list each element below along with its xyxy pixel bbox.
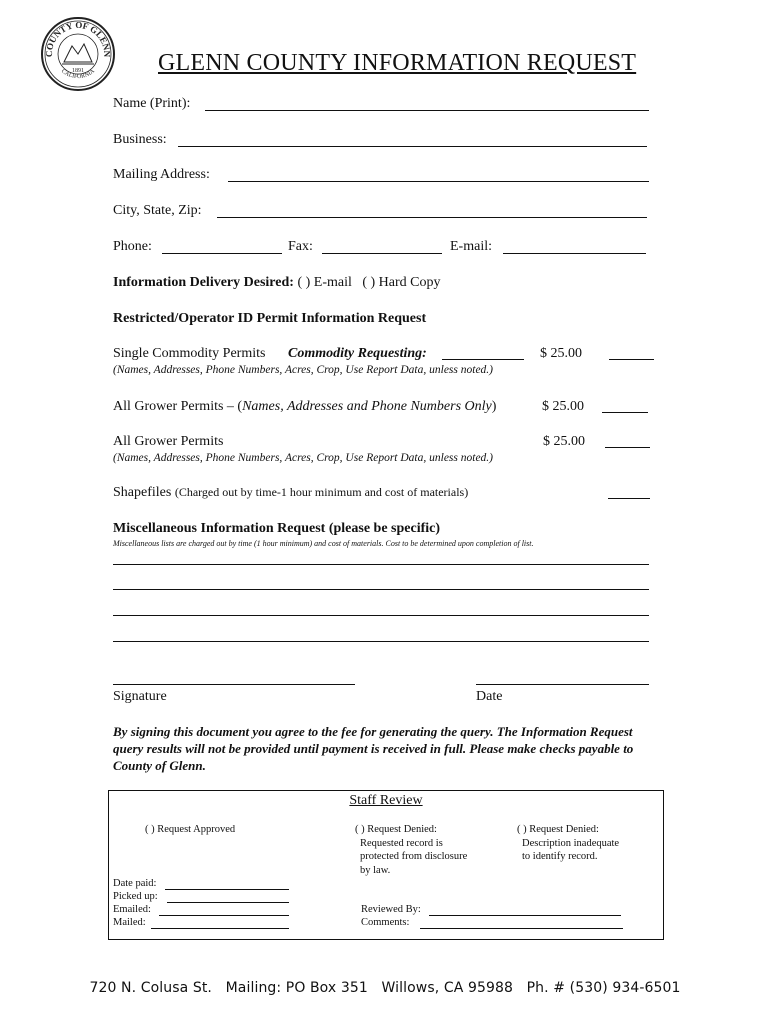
footer-address: 720 N. Colusa St. Mailing: PO Box 351 Willows, CA 95988 Ph. # (530) 934-6501 xyxy=(89,980,681,996)
emailed-label: Emailed: xyxy=(113,904,151,915)
misc-line-3[interactable] xyxy=(113,615,649,616)
all-grower-qty-field[interactable] xyxy=(605,447,650,448)
shapefiles-qty-field[interactable] xyxy=(608,498,650,499)
commodity-requesting-field[interactable] xyxy=(442,359,524,360)
svg-text:CALIFORNIA: CALIFORNIA xyxy=(60,68,96,81)
staff-review-box xyxy=(108,790,664,940)
svg-text:1891: 1891 xyxy=(72,68,84,74)
city-state-zip-label: City, State, Zip: xyxy=(113,203,202,218)
reviewed-by-field[interactable] xyxy=(429,915,621,916)
business-field[interactable] xyxy=(178,146,647,147)
emailed-field[interactable] xyxy=(159,915,289,916)
business-label: Business: xyxy=(113,132,167,147)
comments-label: Comments: xyxy=(361,917,410,928)
name-label: Name (Print): xyxy=(113,96,191,111)
mailing-address-field[interactable] xyxy=(228,181,649,182)
mailed-label: Mailed: xyxy=(113,917,146,928)
single-commodity-note: (Names, Addresses, Phone Numbers, Acres, Crop, Use Report Data, unless noted.) xyxy=(113,364,493,376)
date-label: Date xyxy=(476,689,503,704)
single-commodity-qty-field[interactable] xyxy=(609,359,654,360)
reviewed-by-label: Reviewed By: xyxy=(361,904,421,915)
phone-label: Phone: xyxy=(113,239,152,254)
all-grower-names-qty-field[interactable] xyxy=(602,412,648,413)
restricted-heading: Restricted/Operator ID Permit Information Request xyxy=(113,311,427,326)
shapefiles-note: (Charged out by time-1 hour minimum and cost of materials) xyxy=(174,485,469,499)
fax-label: Fax: xyxy=(288,239,313,254)
shapefiles-row xyxy=(113,485,468,501)
picked-up-label: Picked up: xyxy=(113,891,158,902)
mailing-address-label: Mailing Address: xyxy=(113,167,210,182)
date-paid-label: Date paid: xyxy=(113,878,157,889)
signature-field[interactable] xyxy=(113,684,355,685)
svg-text:COUNTY OF GLENN: COUNTY OF GLENN xyxy=(43,19,113,58)
all-grower-label: All Grower Permits xyxy=(113,434,224,449)
page-title: GLENN COUNTY INFORMATION REQUEST xyxy=(158,50,637,76)
mailed-field[interactable] xyxy=(151,928,289,929)
comments-field[interactable] xyxy=(420,928,623,929)
date-paid-field[interactable] xyxy=(165,889,289,890)
commodity-requesting-label: Commodity Requesting: xyxy=(288,346,427,361)
single-commodity-label: Single Commodity Permits xyxy=(113,346,266,361)
request-approved-option[interactable]: ( ) Request Approved xyxy=(145,824,236,835)
phone-field[interactable] xyxy=(162,253,282,254)
email-label: E-mail: xyxy=(450,239,492,254)
county-seal-logo xyxy=(40,16,116,92)
all-grower-price: $ 25.00 xyxy=(543,434,585,449)
agreement-text: By signing this document you agree to the fee for generating the query. The Information Request query results will not be provided until payment is received in full. Please make checks payable to County of Glenn. xyxy=(113,724,634,773)
staff-review-title: Staff Review xyxy=(349,793,423,808)
single-commodity-price: $ 25.00 xyxy=(540,346,582,361)
delivery-options[interactable]: ( ) E-mail ( ) Hard Copy xyxy=(297,275,441,290)
delivery-label: Information Delivery Desired: xyxy=(113,275,294,290)
denied-inadequate-option[interactable]: ( ) Request Denied: Description inadequate to identify record. xyxy=(517,824,620,862)
misc-heading: Miscellaneous Information Request (please be specific) xyxy=(113,521,441,536)
date-field[interactable] xyxy=(476,684,649,685)
delivery-row xyxy=(113,275,441,291)
all-grower-names-label: All Grower Permits – (Names, Addresses and Phone Numbers Only) xyxy=(113,399,497,414)
misc-line-1[interactable] xyxy=(113,564,649,565)
denied-protected-option[interactable]: ( ) Request Denied: Requested record is protected from disclosure by law. xyxy=(355,824,468,876)
misc-note: Miscellaneous lists are charged out by time (1 hour minimum) and cost of materials. Cost to be determined upon completion of list. xyxy=(113,539,534,548)
misc-line-2[interactable] xyxy=(113,589,649,590)
misc-line-4[interactable] xyxy=(113,641,649,642)
picked-up-field[interactable] xyxy=(167,902,289,903)
city-state-zip-field[interactable] xyxy=(217,217,647,218)
all-grower-note: (Names, Addresses, Phone Numbers, Acres, Crop, Use Report Data, unless noted.) xyxy=(113,452,493,464)
fax-field[interactable] xyxy=(322,253,442,254)
shapefiles-label: Shapefiles xyxy=(113,485,172,500)
email-field[interactable] xyxy=(503,253,646,254)
signature-label: Signature xyxy=(113,689,167,704)
all-grower-names-price: $ 25.00 xyxy=(542,399,584,414)
name-field[interactable] xyxy=(205,110,649,111)
